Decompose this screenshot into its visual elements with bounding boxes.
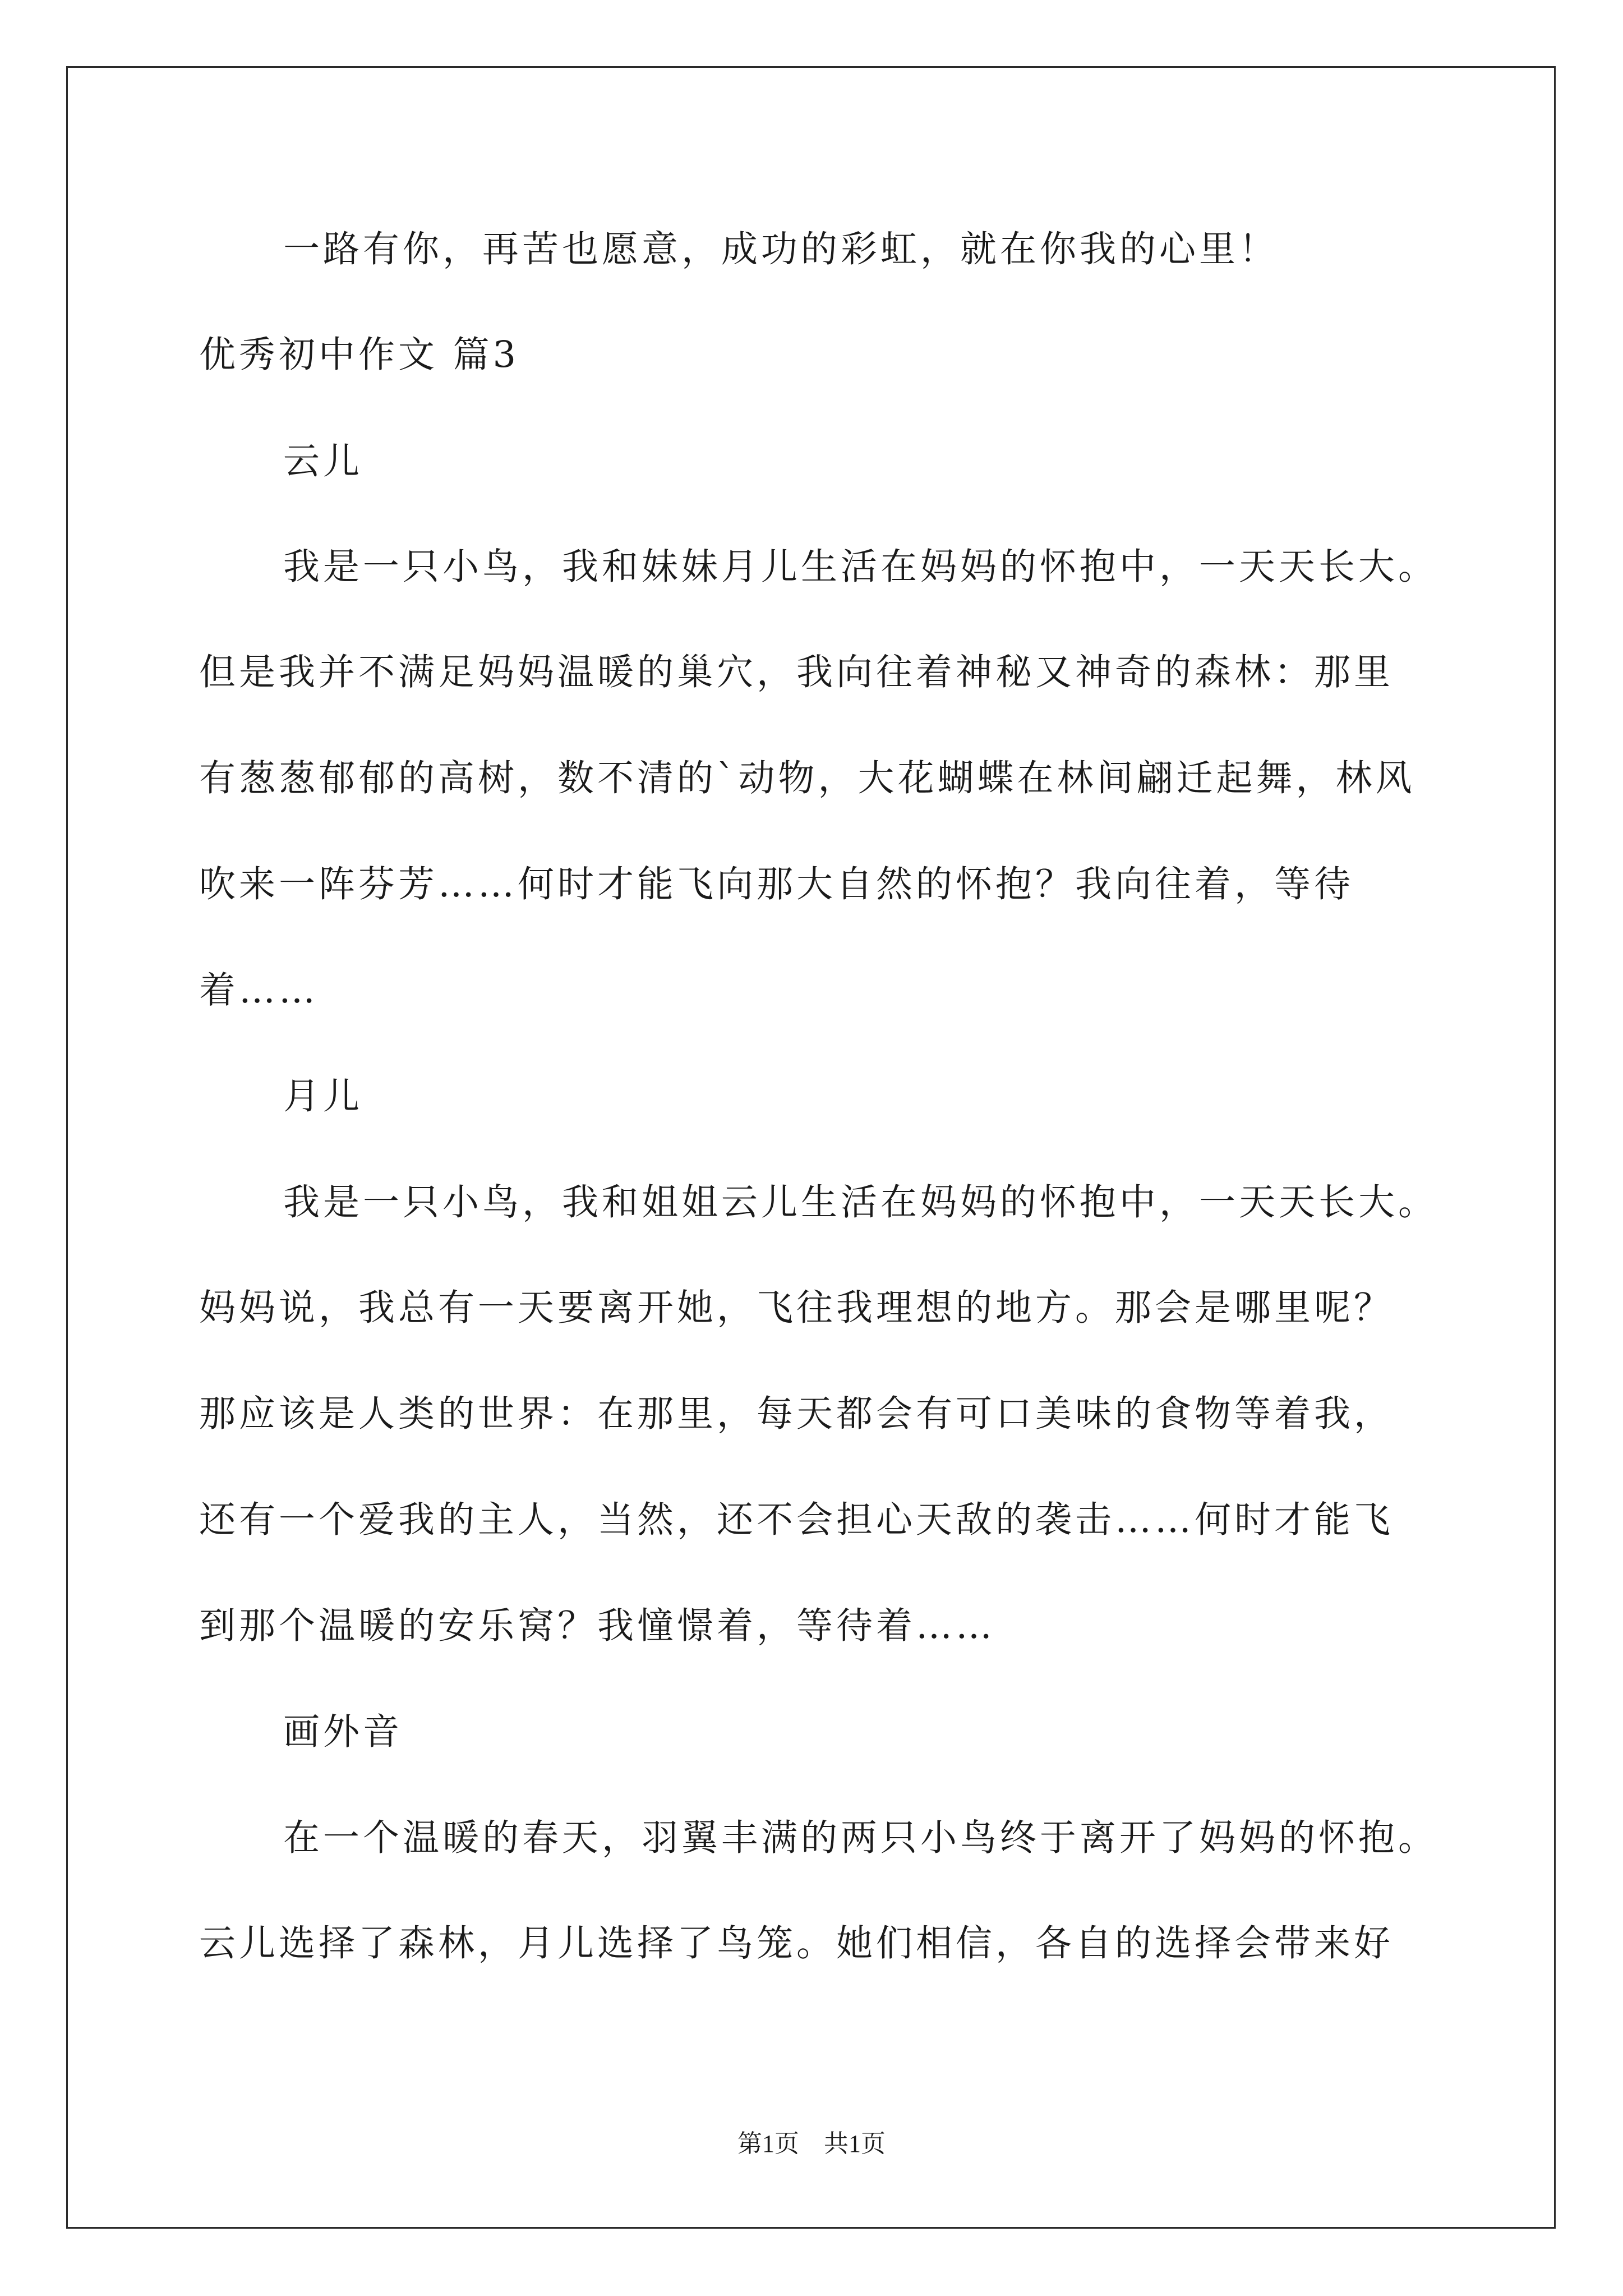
subheading-yueer: 月儿 <box>283 1075 363 1117</box>
subheading-yuner: 云儿 <box>283 440 363 482</box>
paragraph-line: 有葱葱郁郁的高树，数不清的`动物，大花蝴蝶在林间翩迁起舞，林风 <box>199 757 1415 799</box>
section-heading: 优秀初中作文 篇3 <box>199 334 520 376</box>
paragraph-line: 那应该是人类的世界：在那里，每天都会有可口美味的食物等着我， <box>199 1393 1394 1435</box>
paragraph-line: 还有一个爱我的主人，当然，还不会担心天敌的袭击……何时才能飞 <box>199 1499 1394 1541</box>
paragraph-line: 我是一只小鸟，我和姐姐云儿生活在妈妈的怀抱中，一天天长大。 <box>283 1181 1438 1223</box>
subheading-voiceover: 画外音 <box>283 1711 403 1753</box>
paragraph-line: 吹来一阵芬芳……何时才能飞向那大自然的怀抱？我向往着，等待 <box>199 863 1354 905</box>
paragraph-line: 我是一只小鸟，我和妹妹月儿生活在妈妈的怀抱中，一天天长大。 <box>283 546 1438 588</box>
paragraph-line: 到那个温暖的安乐窝？我憧憬着，等待着…… <box>199 1605 996 1647</box>
paragraph-line: 妈妈说，我总有一天要离开她，飞往我理想的地方。那会是哪里呢？ <box>199 1287 1394 1329</box>
page-border <box>66 66 1556 2229</box>
paragraph-closing-line: 一路有你，再苦也愿意，成功的彩虹，就在你我的心里！ <box>283 228 1279 270</box>
paragraph-line: 但是我并不满足妈妈温暖的巢穴，我向往着神秘又神奇的森林：那里 <box>199 651 1394 693</box>
paragraph-line: 在一个温暖的春天，羽翼丰满的两只小鸟终于离开了妈妈的怀抱。 <box>283 1817 1438 1859</box>
page-footer: 第1页 共1页 <box>737 2130 886 2157</box>
paragraph-line: 云儿选择了森林，月儿选择了鸟笼。她们相信，各自的选择会带来好 <box>199 1922 1394 1964</box>
paragraph-line: 着…… <box>199 969 319 1011</box>
